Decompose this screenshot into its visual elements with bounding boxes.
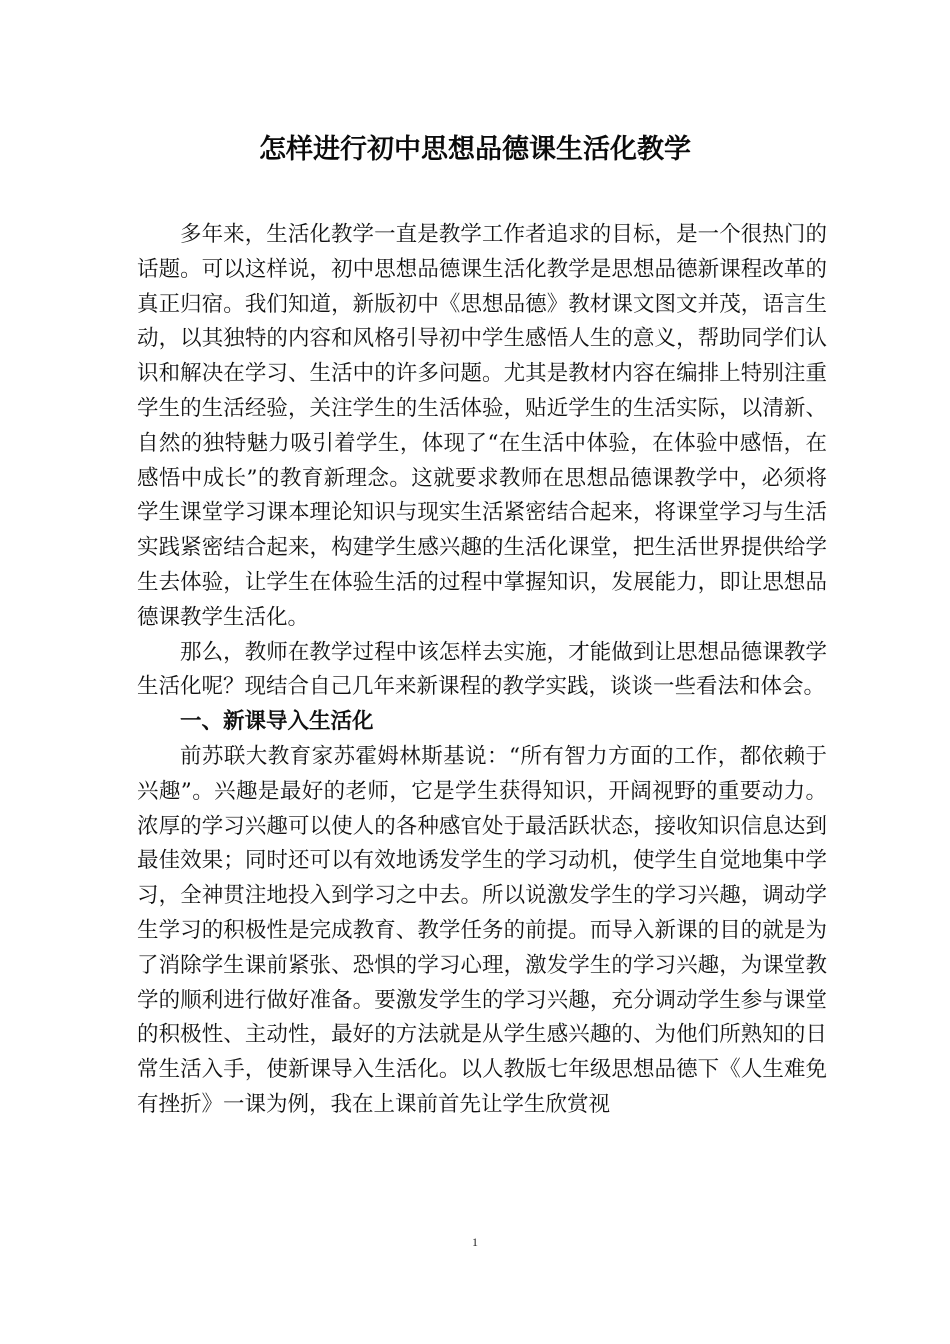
page-number: 1 (472, 1235, 478, 1249)
paragraph-section-one: 前苏联大教育家苏霍姆林斯基说：“所有智力方面的工作，都依赖于兴趣”。兴趣是最好的老师，它是学生获得知识，开阔视野的重要动力。浓厚的学习兴趣可以使人的各种感官处于最活跃状态，接收知识信息达到最佳效果；同时还可以有效地诱发学生的学习动机，使学生自觉地集中学习，全神贯注地投入到学习之中去。所以说激发学生的学习兴趣，调动学生学习的积极性是完成教育、教学任务的前提。而导入新课的目的就是为了消除学生课前紧张、恐惧的学习心理，激发学生的学习兴趣，为课堂教学的顺利进行做好准备。要激发学生的学习兴趣，充分调动学生参与课堂的积极性、主动性，最好的方法就是从学生感兴趣的、为他们所熟知的日常生活入手，使新课导入生活化。以人教版七年级思想品德下《人生难免有挫折》一课为例，我在上课前首先让学生欣赏视 (137, 743, 827, 1117)
paragraph-intro: 多年来，生活化教学一直是教学工作者追求的目标，是一个很热门的话题。可以这样说，初中思想品德课生活化教学是思想品德新课程改革的真正归宿。我们知道，新版初中《思想品德》教材课文图文并茂，语言生动，以其独特的内容和风格引导初中学生感悟人生的意义，帮助同学们认识和解决在学习、生活中的许多问题。尤其是教材内容在编排上特别注重学生的生活经验，关注学生的生活体验，贴近学生的生活实际，以清新、自然的独特魅力吸引着学生，体现了“在生活中体验，在体验中感悟，在感悟中成长”的教育新理念。这就要求教师在思想品德课教学中，必须将学生课堂学习课本理论知识与现实生活紧密结合起来，将课堂学习与生活实践紧密结合起来，构建学生感兴趣的生活化课堂，把生活世界提供给学生去体验，让学生在体验生活的过程中掌握知识，发展能力，即让思想品德课教学生活化。 (137, 222, 827, 630)
paragraph-question: 那么，教师在教学过程中该怎样去实施，才能做到让思想品德课教学生活化呢？现结合自己几年来新课程的教学实践，谈谈一些看法和体会。 (137, 639, 827, 700)
document-title: 怎样进行初中思想品德课生活化教学 (259, 134, 691, 165)
section-heading: 一、新课导入生活化 (180, 709, 374, 735)
document-body (137, 218, 827, 1123)
